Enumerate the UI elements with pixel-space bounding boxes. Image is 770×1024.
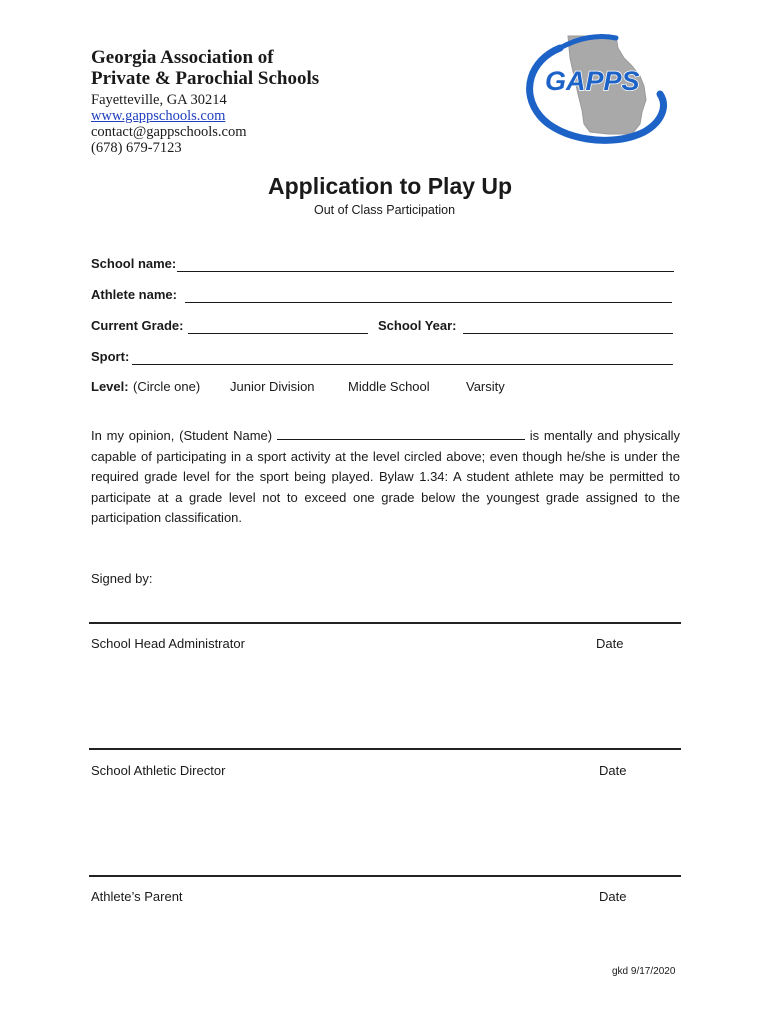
logo-text: GAPPS xyxy=(545,66,640,96)
signature-role-head-administrator: School Head Administrator xyxy=(91,636,245,651)
gapps-logo xyxy=(520,28,670,148)
athlete-name-field[interactable] xyxy=(185,301,672,303)
signature-line-athletes-parent[interactable] xyxy=(89,875,681,877)
org-name-line2: Private & Parochial Schools xyxy=(91,68,320,89)
org-email: contact@gappschools.com xyxy=(91,124,247,140)
school-year-label: School Year: xyxy=(378,318,457,333)
sport-field[interactable] xyxy=(132,363,673,365)
signature-date-label-athletic-director: Date xyxy=(599,763,627,778)
signature-role-athletes-parent: Athlete’s Parent xyxy=(91,889,183,904)
level-label: Level: xyxy=(91,379,129,394)
signed-by-label: Signed by: xyxy=(91,571,153,586)
gapps-logo-graphic xyxy=(520,28,670,148)
level-hint: (Circle one) xyxy=(133,379,201,394)
level-option-junior-division[interactable]: Junior Division xyxy=(230,379,315,394)
org-name-line1: Georgia Association of xyxy=(91,47,274,68)
athlete-name-label: Athlete name: xyxy=(91,287,177,302)
signature-line-athletic-director[interactable] xyxy=(89,748,681,750)
school-name-label: School name: xyxy=(91,256,177,271)
statement-paragraph xyxy=(91,426,680,529)
org-city: Fayetteville, GA 30214 xyxy=(91,92,227,108)
org-website-link[interactable]: www.gappschools.com xyxy=(91,108,226,124)
signature-role-athletic-director: School Athletic Director xyxy=(91,763,226,778)
statement-part2: is mentally and physically capable of participating in a sport activity at the level circled above; even though he/she is under the required grade level for the sport being played. Bylaw 1.34: A student athlete may be permitted to participate at a grade level not to exceed one grade below the youngest grade assigned to the participation classification. xyxy=(91,428,680,525)
page-subtitle: Out of Class Participation xyxy=(314,203,456,217)
statement-part1: In my opinion, (Student Name) xyxy=(91,428,273,443)
school-year-field[interactable] xyxy=(463,332,673,334)
current-grade-field[interactable] xyxy=(188,332,368,334)
sport-label: Sport: xyxy=(91,349,130,364)
signature-line-head-administrator[interactable] xyxy=(89,622,681,624)
signature-date-label-athletes-parent: Date xyxy=(599,889,627,904)
student-name-field[interactable] xyxy=(277,426,525,440)
footer-note: gkd 9/17/2020 xyxy=(612,966,676,977)
level-option-varsity[interactable]: Varsity xyxy=(466,379,505,394)
signature-date-label-head-administrator: Date xyxy=(596,636,624,651)
school-name-field[interactable] xyxy=(177,270,674,272)
level-option-middle-school[interactable]: Middle School xyxy=(348,379,430,394)
current-grade-label: Current Grade: xyxy=(91,318,184,333)
org-phone: (678) 679-7123 xyxy=(91,140,182,156)
org-header xyxy=(91,47,319,156)
page-title: Application to Play Up xyxy=(268,173,513,199)
